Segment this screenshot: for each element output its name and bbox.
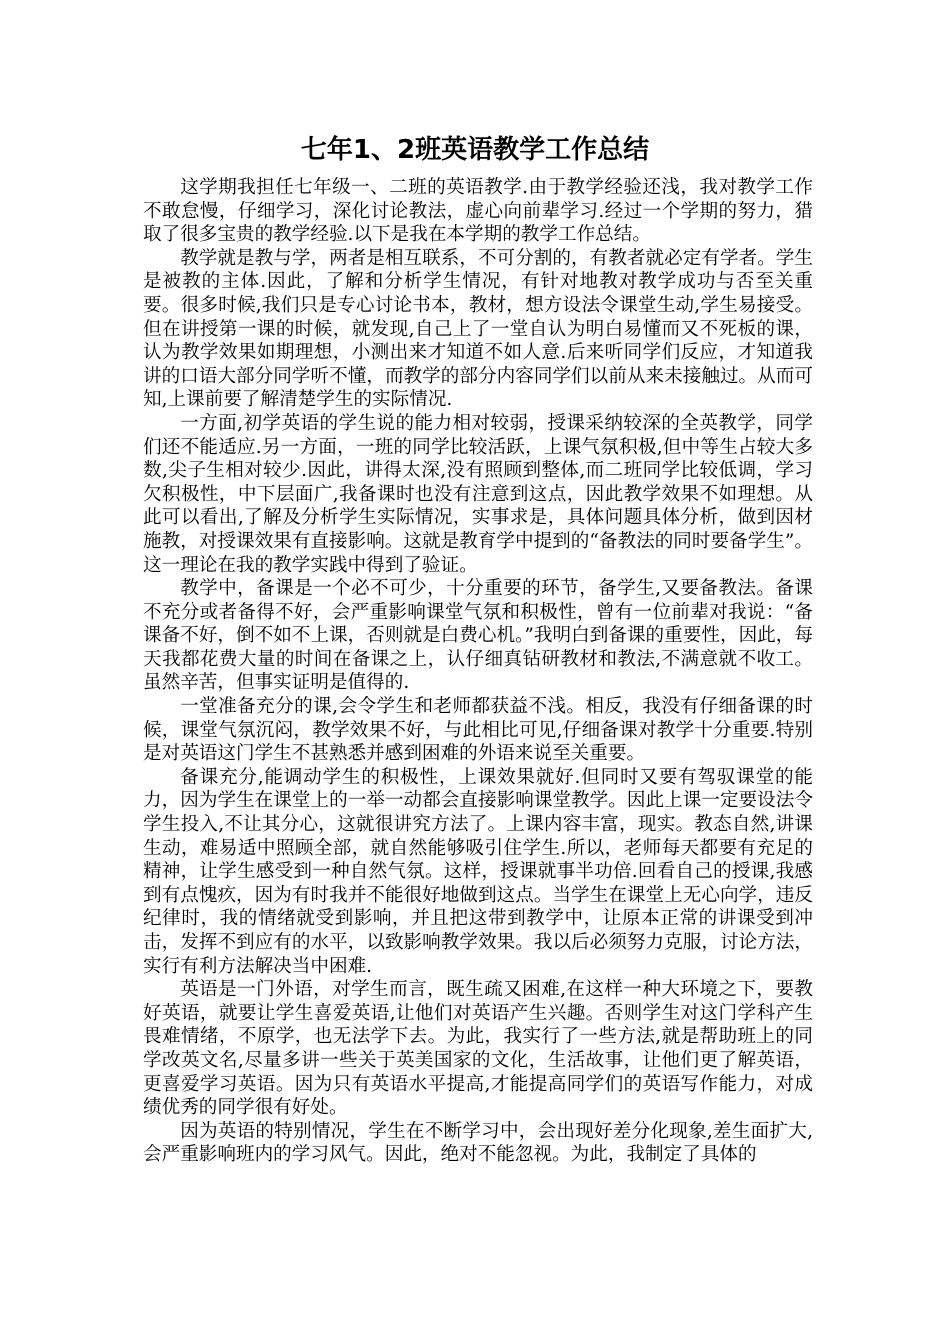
document-title: 七年1、2班英语教学工作总结 <box>300 135 650 165</box>
paragraph: 英语是一门外语，对学生而言，既生疏又困难,在这样一种大环境之下，要教好英语，就要让学生喜爱英语,让他们对英语产生兴趣。否则学生对这门学科产生畏难情绪，不原学，也无法学下去。为此，我实行了一些方法,就是帮助班上的同学改英文名,尽量多讲一些关于英美国家的文化，生活故事，让他们更了解英语，更喜爱学习英语。因为只有英语水平提高,才能提高同学们的英语写作能力，对成绩优秀的同学很有好处。 <box>143 979 813 1119</box>
paragraph: 因为英语的特别情况，学生在不断学习中，会出现好差分化现象,差生面扩大,会严重影响班内的学习风气。因此，绝对不能忽视。为此，我制定了具体的 <box>143 1120 813 1166</box>
paragraph: 一堂准备充分的课,会令学生和老师都获益不浅。相反，我没有仔细备课的时候，课堂气氛沉闷，教学效果不好，与此相比可见,仔细备课对教学十分重要.特别是对英语这门学生不甚熟悉并感到困难的外语来说至关重要。 <box>143 696 813 765</box>
document-body <box>143 176 813 1167</box>
paragraph: 教学中，备课是一个必不可少，十分重要的环节，备学生,又要备教法。备课不充分或者备得不好，会严重影响课堂气氛和积极性，曾有一位前辈对我说：“备课备不好，倒不如不上课，否则就是白费心机。”我明白到备课的重要性，因此，每天我都花费大量的时间在备课之上，认仔细真钻研教材和教法,不满意就不收工。虽然辛苦，但事实证明是值得的. <box>143 578 813 694</box>
paragraph: 这学期我担任七年级一、二班的英语教学.由于教学经验还浅，我对教学工作不敢怠慢，仔细学习，深化讨论教法，虚心向前辈学习.经过一个学期的努力，猎取了很多宝贵的教学经验.以下是我在本学期的教学工作总结。 <box>143 177 813 246</box>
paragraph: 教学就是教与学，两者是相互联系，不可分割的，有教者就必定有学者。学生是被教的主体.因此，了解和分析学生情况，有针对地教对教学成功与否至关重要。很多时候,我们只是专心讨论书本，教材，想方设法令课堂生动,学生易接受。但在讲授第一课的时候，就发现,自己上了一堂自认为明白易懂而又不死板的课，认为教学效果如期理想，小测出来才知道不如人意.后来听同学们反应，才知道我讲的口语大部分同学听不懂，而教学的部分内容同学们以前从来未接触过。从而可知,上课前要了解清楚学生的实际情况. <box>143 247 813 411</box>
paragraph: 备课充分,能调动学生的积极性，上课效果就好.但同时又要有驾驭课堂的能力，因为学生在课堂上的一举一动都会直接影响课堂教学。因此上课一定要设法令学生投入,不让其分心，这就很讲究方法了。上课内容丰富，现实。教态自然,讲课生动，难易适中照顾全部，就自然能够吸引住学生.所以，老师每天都要有充足的精神，让学生感受到一种自然气氛。这样，授课就事半功倍.回看自己的授课,我感到有点愧疚，因为有时我并不能很好地做到这点。当学生在课堂上无心向学，违反纪律时，我的情绪就受到影响，并且把这带到教学中，让原本正常的讲课受到冲击，发挥不到应有的水平，以致影响教学效果。我以后必须努力克服，讨论方法，实行有利方法解决当中困难. <box>143 766 813 977</box>
paragraph: 一方面,初学英语的学生说的能力相对较弱，授课采纳较深的全英教学，同学们还不能适应.另一方面，一班的同学比较活跃，上课气氛积极,但中等生占较大多数,尖子生相对较少.因此，讲得太深,没有照顾到整体,而二班同学比较低调，学习欠积极性，中下层面广,我备课时也没有注意到这点，因此教学效果不如理想。从此可以看出,了解及分析学生实际情况，实事求是，具体问题具体分析，做到因材施教，对授课效果有直接影响。这就是教育学中提到的“备教法的同时要备学生”。这一理论在我的教学实践中得到了验证。 <box>143 412 813 576</box>
